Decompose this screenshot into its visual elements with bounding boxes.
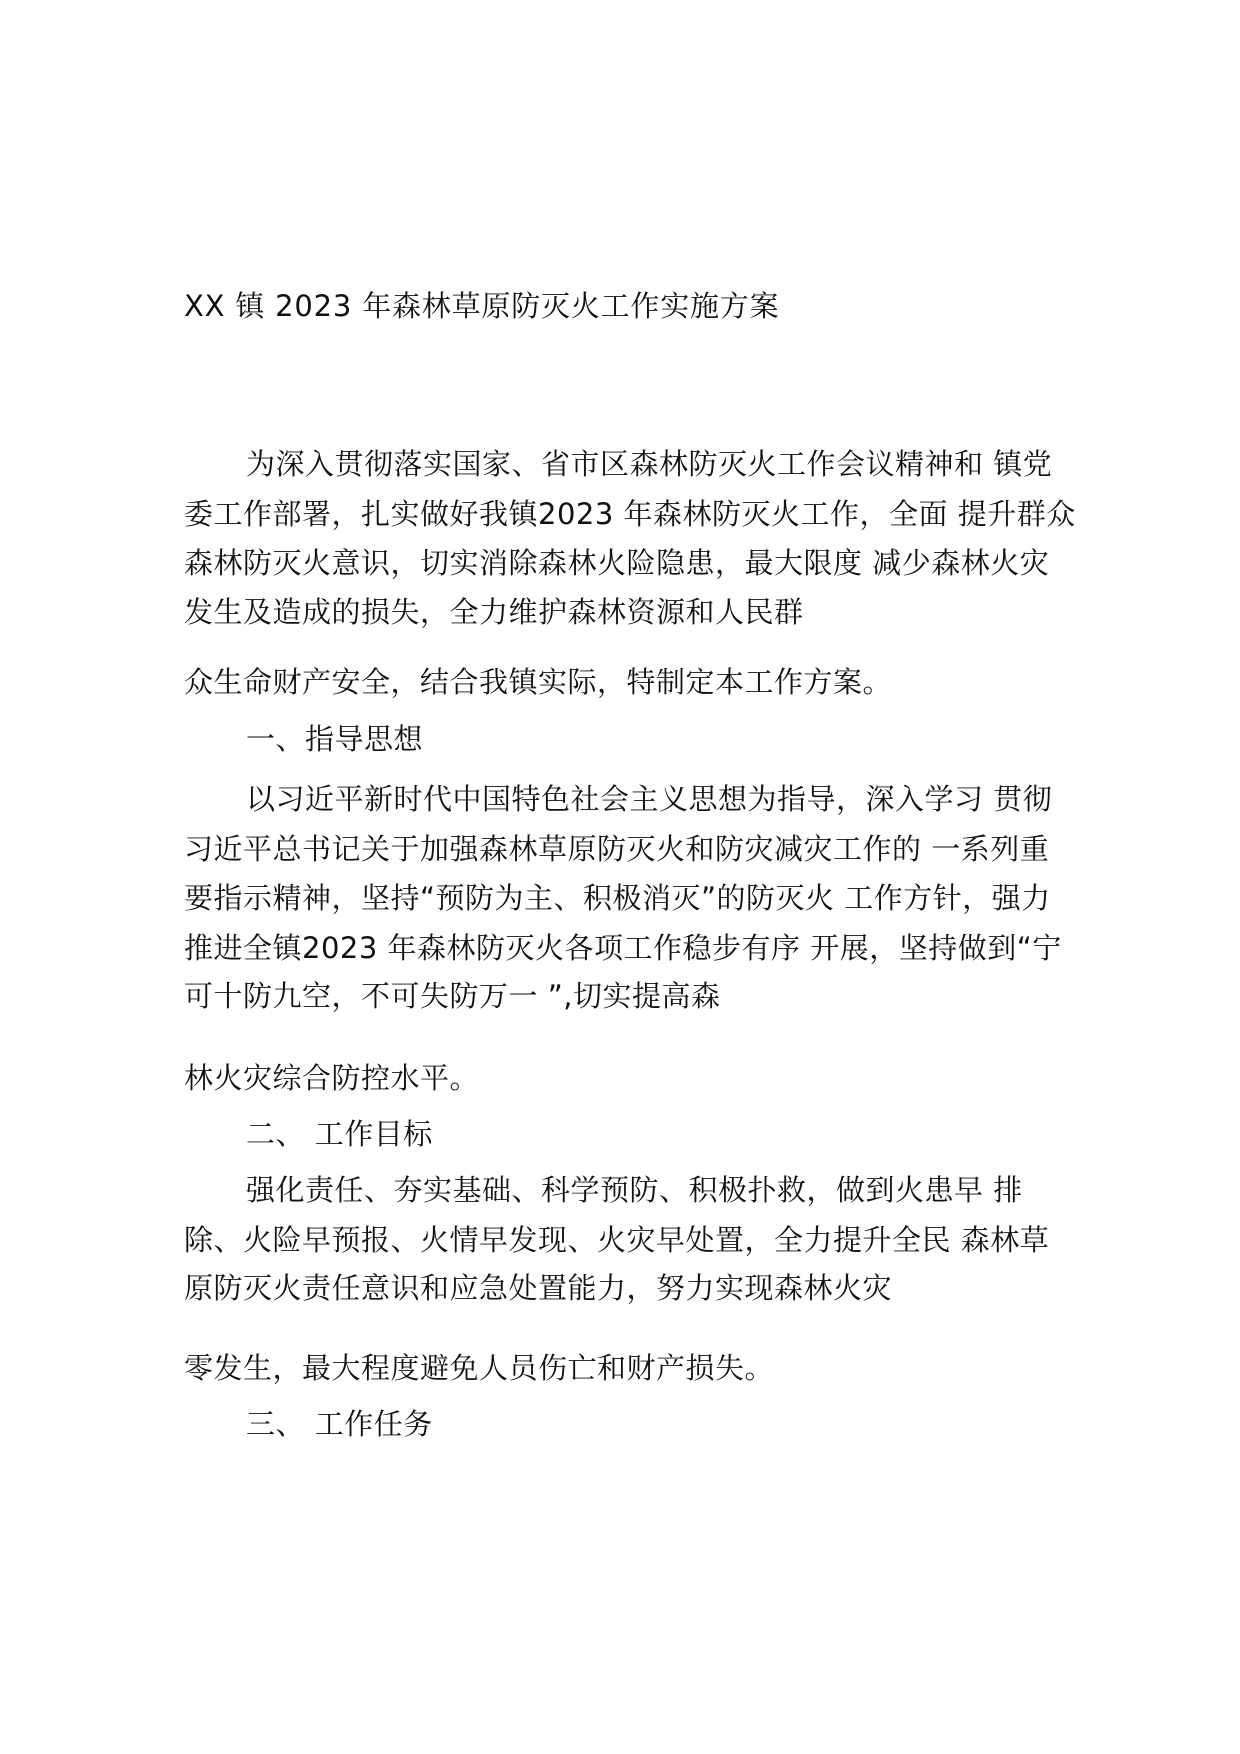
- paragraph-line: 习近平总书记关于加强森林草原防灭火和防灾减灾工作的 一系列重: [184, 832, 1050, 866]
- paragraph-line: 为深入贯彻落实国家、省市区森林防灭火工作会议精神和 镇党: [246, 447, 1053, 481]
- paragraph-line: 要指示精神，坚持“预防为主、积极消灭”的防灭火 工作方针，强力: [184, 881, 1051, 915]
- paragraph-line: 森林防灭火意识，切实消除森林火险隐患，最大限度 减少森林火灾: [184, 546, 1050, 580]
- paragraph-line: 以习近平新时代中国特色社会主义思想为指导，深入学习 贯彻: [246, 782, 1053, 816]
- paragraph-line: 发生及造成的损失，全力维护森林资源和人民群: [184, 595, 804, 629]
- section-heading-work-goals: 二、 工作目标: [246, 1117, 433, 1151]
- paragraph-line: 零发生，最大程度避免人员伤亡和财产损失。: [184, 1351, 775, 1385]
- paragraph-line: 可十防九空，不可失防万一 ”,切实提高森: [184, 979, 721, 1013]
- paragraph-line: 推进全镇2023 年森林防灭火各项工作稳步有序 开展，坚持做到“宁: [184, 931, 1062, 965]
- paragraph-line: 林火灾综合防控水平。: [184, 1061, 480, 1095]
- paragraph-line: 委工作部署，扎实做好我镇2023 年森林防灭火工作，全面 提升群众: [184, 497, 1076, 531]
- paragraph-line: 原防灭火责任意识和应急处置能力，努力实现森林火灾: [184, 1271, 893, 1305]
- section-heading-work-tasks: 三、 工作任务: [246, 1407, 433, 1441]
- paragraph-line: 除、火险早预报、火情早发现、火灾早处置，全力提升全民 森林草: [184, 1223, 1050, 1257]
- paragraph-line: 众生命财产安全，结合我镇实际，特制定本工作方案。: [184, 665, 893, 699]
- paragraph-line: 强化责任、夯实基础、科学预防、积极扑救，做到火患早 排: [246, 1173, 1023, 1207]
- section-heading-guiding-ideology: 一、指导思想: [246, 722, 424, 756]
- document-title: XX 镇 2023 年森林草原防灭火工作实施方案: [184, 289, 780, 323]
